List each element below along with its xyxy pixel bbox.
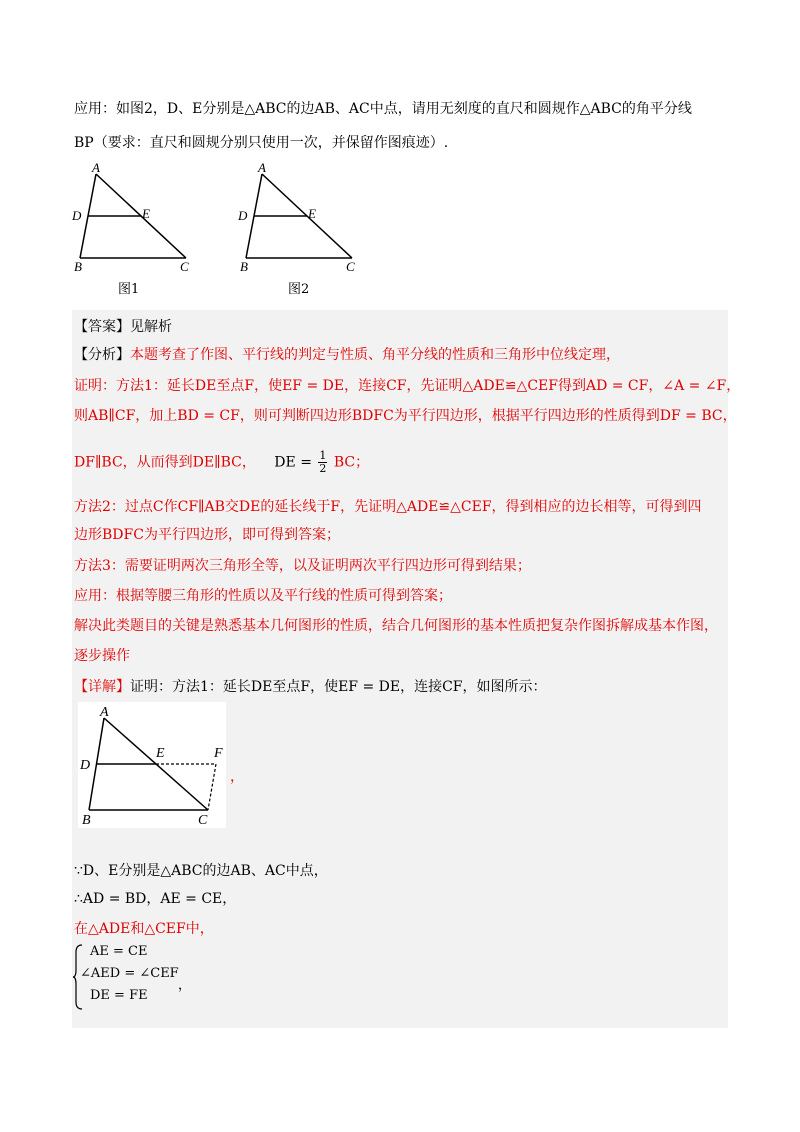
fig1-label-b: B — [74, 259, 82, 274]
method3-line: 方法3：需要证明两次三角形全等，以及证明两次平行四边形可得到结果； — [74, 558, 531, 574]
method2-line-2: 边形BDFC为平行四边形，即可得到答案； — [74, 527, 340, 543]
detail-figure-svg — [78, 702, 226, 828]
fraction-one-half — [318, 450, 327, 475]
question-line-2: BP（要求：直尺和圆规分别只使用一次，并保留作图痕迹）. — [74, 135, 449, 151]
method1-parallel: DF∥BC，从而得到DE∥BC， — [74, 454, 256, 471]
detail-label-c: C — [198, 813, 208, 828]
method1-line-3 — [74, 450, 369, 475]
detail-figure — [78, 702, 226, 828]
figure-trailing-comma: ， — [230, 769, 244, 785]
in-triangles-line: 在△ADE和△CEF中， — [74, 921, 214, 937]
detail-label-e: E — [156, 746, 165, 761]
fig2-label-a: A — [258, 160, 266, 175]
equation-trailing-comma: ， — [178, 978, 192, 993]
analysis-text: 本题考查了作图、平行线的判定与性质、角平分线的性质和三角形中位线定理， — [130, 347, 620, 363]
fig2-caption: 图2 — [288, 282, 310, 297]
detail-segment-cf — [208, 764, 216, 810]
answer-title: 【答案】见解析 — [74, 319, 172, 335]
method2-line-1: 方法2：过点C作CF∥AB交DE的延长线于F，先证明△ADE≌△CEF，得到相应的边长相等，可得到四 — [74, 499, 702, 515]
application-line: 应用：根据等腰三角形的性质以及平行线的性质可得到答案； — [74, 588, 452, 604]
analysis-title: 【分析】 — [74, 347, 130, 363]
detail-label-b: B — [82, 813, 91, 828]
fig2-label-d: D — [238, 208, 248, 223]
analysis-line — [74, 344, 620, 364]
formula-rhs: BC； — [333, 454, 370, 471]
fig1-label-e: E — [142, 206, 150, 221]
detail-label-d: D — [80, 758, 91, 773]
figure-1 — [70, 160, 200, 275]
detail-title: 【详解】 — [74, 679, 130, 695]
formula-lhs: DE = — [274, 454, 312, 471]
figure-2 — [236, 160, 366, 275]
therefore-line: ∴AD = BD，AE = CE， — [74, 891, 237, 907]
since-line: ∵D、E分别是△ABC的边AB、AC中点， — [74, 863, 328, 879]
detail-line — [74, 676, 547, 696]
key-line-1: 解决此类题目的关键是熟悉基本几何图形的性质，结合几何图形的基本性质把复杂作图拆解成基本作图， — [74, 618, 718, 634]
fig1-caption: 图1 — [118, 282, 140, 297]
method1-line-1: 证明：方法1：延长DE至点F，使EF = DE，连接CF，先证明△ADE≌△CEF得到AD = CF，∠A = ∠F， — [74, 378, 741, 394]
fig1-label-c: C — [180, 259, 189, 274]
half-bc-formula — [274, 450, 369, 475]
question-line-1: 应用：如图2，D、E分别是△ABC的边AB、AC中点，请用无刻度的直尺和圆规作△ABC的角平分线 — [74, 101, 692, 117]
key-line-2: 逐步操作 — [74, 648, 130, 664]
fig1-label-a: A — [92, 160, 100, 175]
fig1-label-d: D — [72, 208, 82, 223]
fig2-label-c: C — [346, 259, 355, 274]
equation-2: ∠AED = ∠CEF — [80, 966, 179, 981]
equation-3: DE = FE — [90, 988, 148, 1003]
fraction-denominator: 2 — [319, 462, 327, 475]
fig2-label-b: B — [240, 259, 248, 274]
detail-label-f: F — [214, 746, 223, 761]
equation-1: AE = CE — [90, 944, 148, 959]
detail-label-a: A — [100, 705, 109, 720]
detail-text: 证明：方法1：延长DE至点F，使EF = DE，连接CF，如图所示： — [130, 679, 547, 695]
fraction-numerator: 1 — [319, 449, 327, 462]
fig2-label-e: E — [308, 206, 316, 221]
method1-line-2: 则AB∥CF，加上BD = CF，则可判断四边形BDFC为平行四边形，根据平行四边形的性质得到DF = BC， — [74, 408, 737, 424]
